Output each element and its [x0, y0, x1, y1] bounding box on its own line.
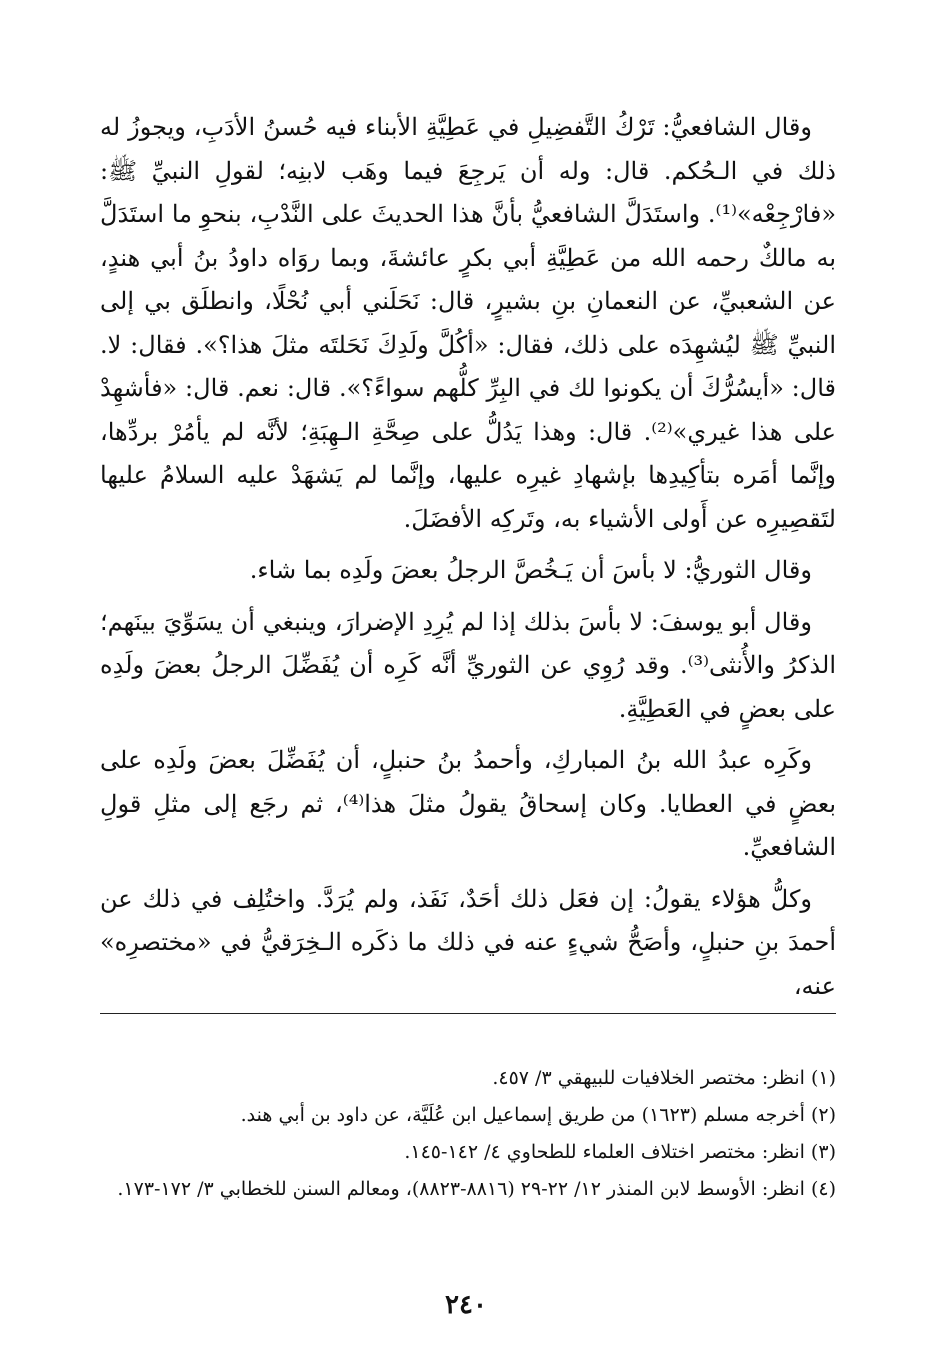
page-number: ٢٤٠ — [445, 1290, 487, 1320]
footnote: (٣) انظر: مختصر اختلاف العلماء للطحاوي ٤/ ١٤٢-١٤٥. — [404, 1141, 836, 1163]
footnote: (٤) انظر: الأوسط لابن المنذر ١٢/ ٢٢-٢٩ (٨٨١٦-٨٨٢٣)، ومعالم السنن للخطابي ٣/ ١٧٢-١٧٣. — [117, 1178, 836, 1200]
footnote: (٢) أخرجه مسلم (١٦٢٣) من طريق إسماعيل ابن عُلَيَّة، عن داود بن أبي هند. — [240, 1104, 836, 1126]
paragraph: وكَرِه عبدُ الله بنُ المباركِ، وأحمدُ بنُ حنبلٍ، أن يُفَضِّلَ بعضَ ولَدِه على بعضٍ في العطايا. وكان إسحاقُ يقولُ مثلَ هذا⁽⁴⁾، ثم رجَع إلى مثلِ قولِ الشافعيِّ. — [100, 746, 837, 861]
footnotes — [100, 1064, 836, 1212]
paragraph: وقال الثوريُّ: لا بأسَ أن يَـخُصَّ الرجلُ بعضَ ولَدِه بما شاء. — [249, 556, 812, 584]
paragraph: وقال الشافعيُّ: تَرْكُ التَّفضِيلِ في عَطِيَّةِ الأبناء فيه حُسنُ الأدَبِ، ويجوزُ له ذلك في الـحُكم. قال: وله أن يَرجِعَ فيما وهَب لابنِه؛ لقولِ النبيِّ ﷺ: «فارْجِعْه»⁽¹⁾. واستَدَلَّ الشافعيُّ بأنَّ هذا الحديثَ على النَّدْبِ، بنحوِ ما استَدَلَّ به مالكٌ رحمه الله من عَطِيَّةِ أبي بكرٍ عائشةَ، وبما روَاه داودُ بنُ أبي هندٍ، عن الشعبيِّ، عن النعمانِ بنِ بشيرٍ، قال: نَحَلَني أبي نُحْلًا، وانطلَق بي إلى النبيِّ ﷺ ليُشهِدَه على ذلك، فقال: «أكُلَّ ولَدِكَ نَحَلتَه مثلَ هذا؟». فقال: لا. قال: «أيسُرُّكَ أن يكونوا لك في البِرِّ كلُّهم سواءً؟». قال: نعم. قال: «فأشهِدْ على هذا غيري»⁽²⁾. قال: وهذا يَدُلُّ على صِحَّةِ الـهِبَةِ؛ لأنَّه لم يأمُرْ بردِّها، وإنَّما أمَره بتأكِيدِها بإشهادِ غيرِه عليها، وإنَّما لم يَشهَدْ عليه السلامُ عليها لتَقصِيرِه عن أَولى الأشياء به، وتَركِه الأفضَلَ. — [100, 113, 836, 533]
paragraph: وكلُّ هؤلاء يقولُ: إن فعَل ذلك أحَدٌ، نَفَذ، ولم يُرَدَّ. واختُلِف في ذلك عن أحمدَ بنِ حنبلٍ، وأصَحُّ شيءٍ عنه في ذلك ما ذكَره الـخِرَقيُّ في «مختصرِه» عنه، — [100, 884, 836, 1000]
footnote-divider — [100, 1013, 836, 1014]
main-text — [100, 106, 836, 1008]
footnote: (١) انظر: مختصر الخلافيات للبيهقي ٣/ ٤٥٧. — [492, 1067, 836, 1089]
paragraph: وقال أبو يوسفَ: لا بأسَ بذلك إذا لم يُرِدِ الإضرارَ، وينبغي أن يسَوِّيَ بينَهم؛ الذكرُ والأُنثى⁽³⁾. وقد رُوِي عن الثوريِّ أنَّه كَرِه أن يُفَضِّلَ الرجلُ بعضَ ولَدِه على بعضٍ في العَطِيَّةِ. — [100, 607, 836, 723]
